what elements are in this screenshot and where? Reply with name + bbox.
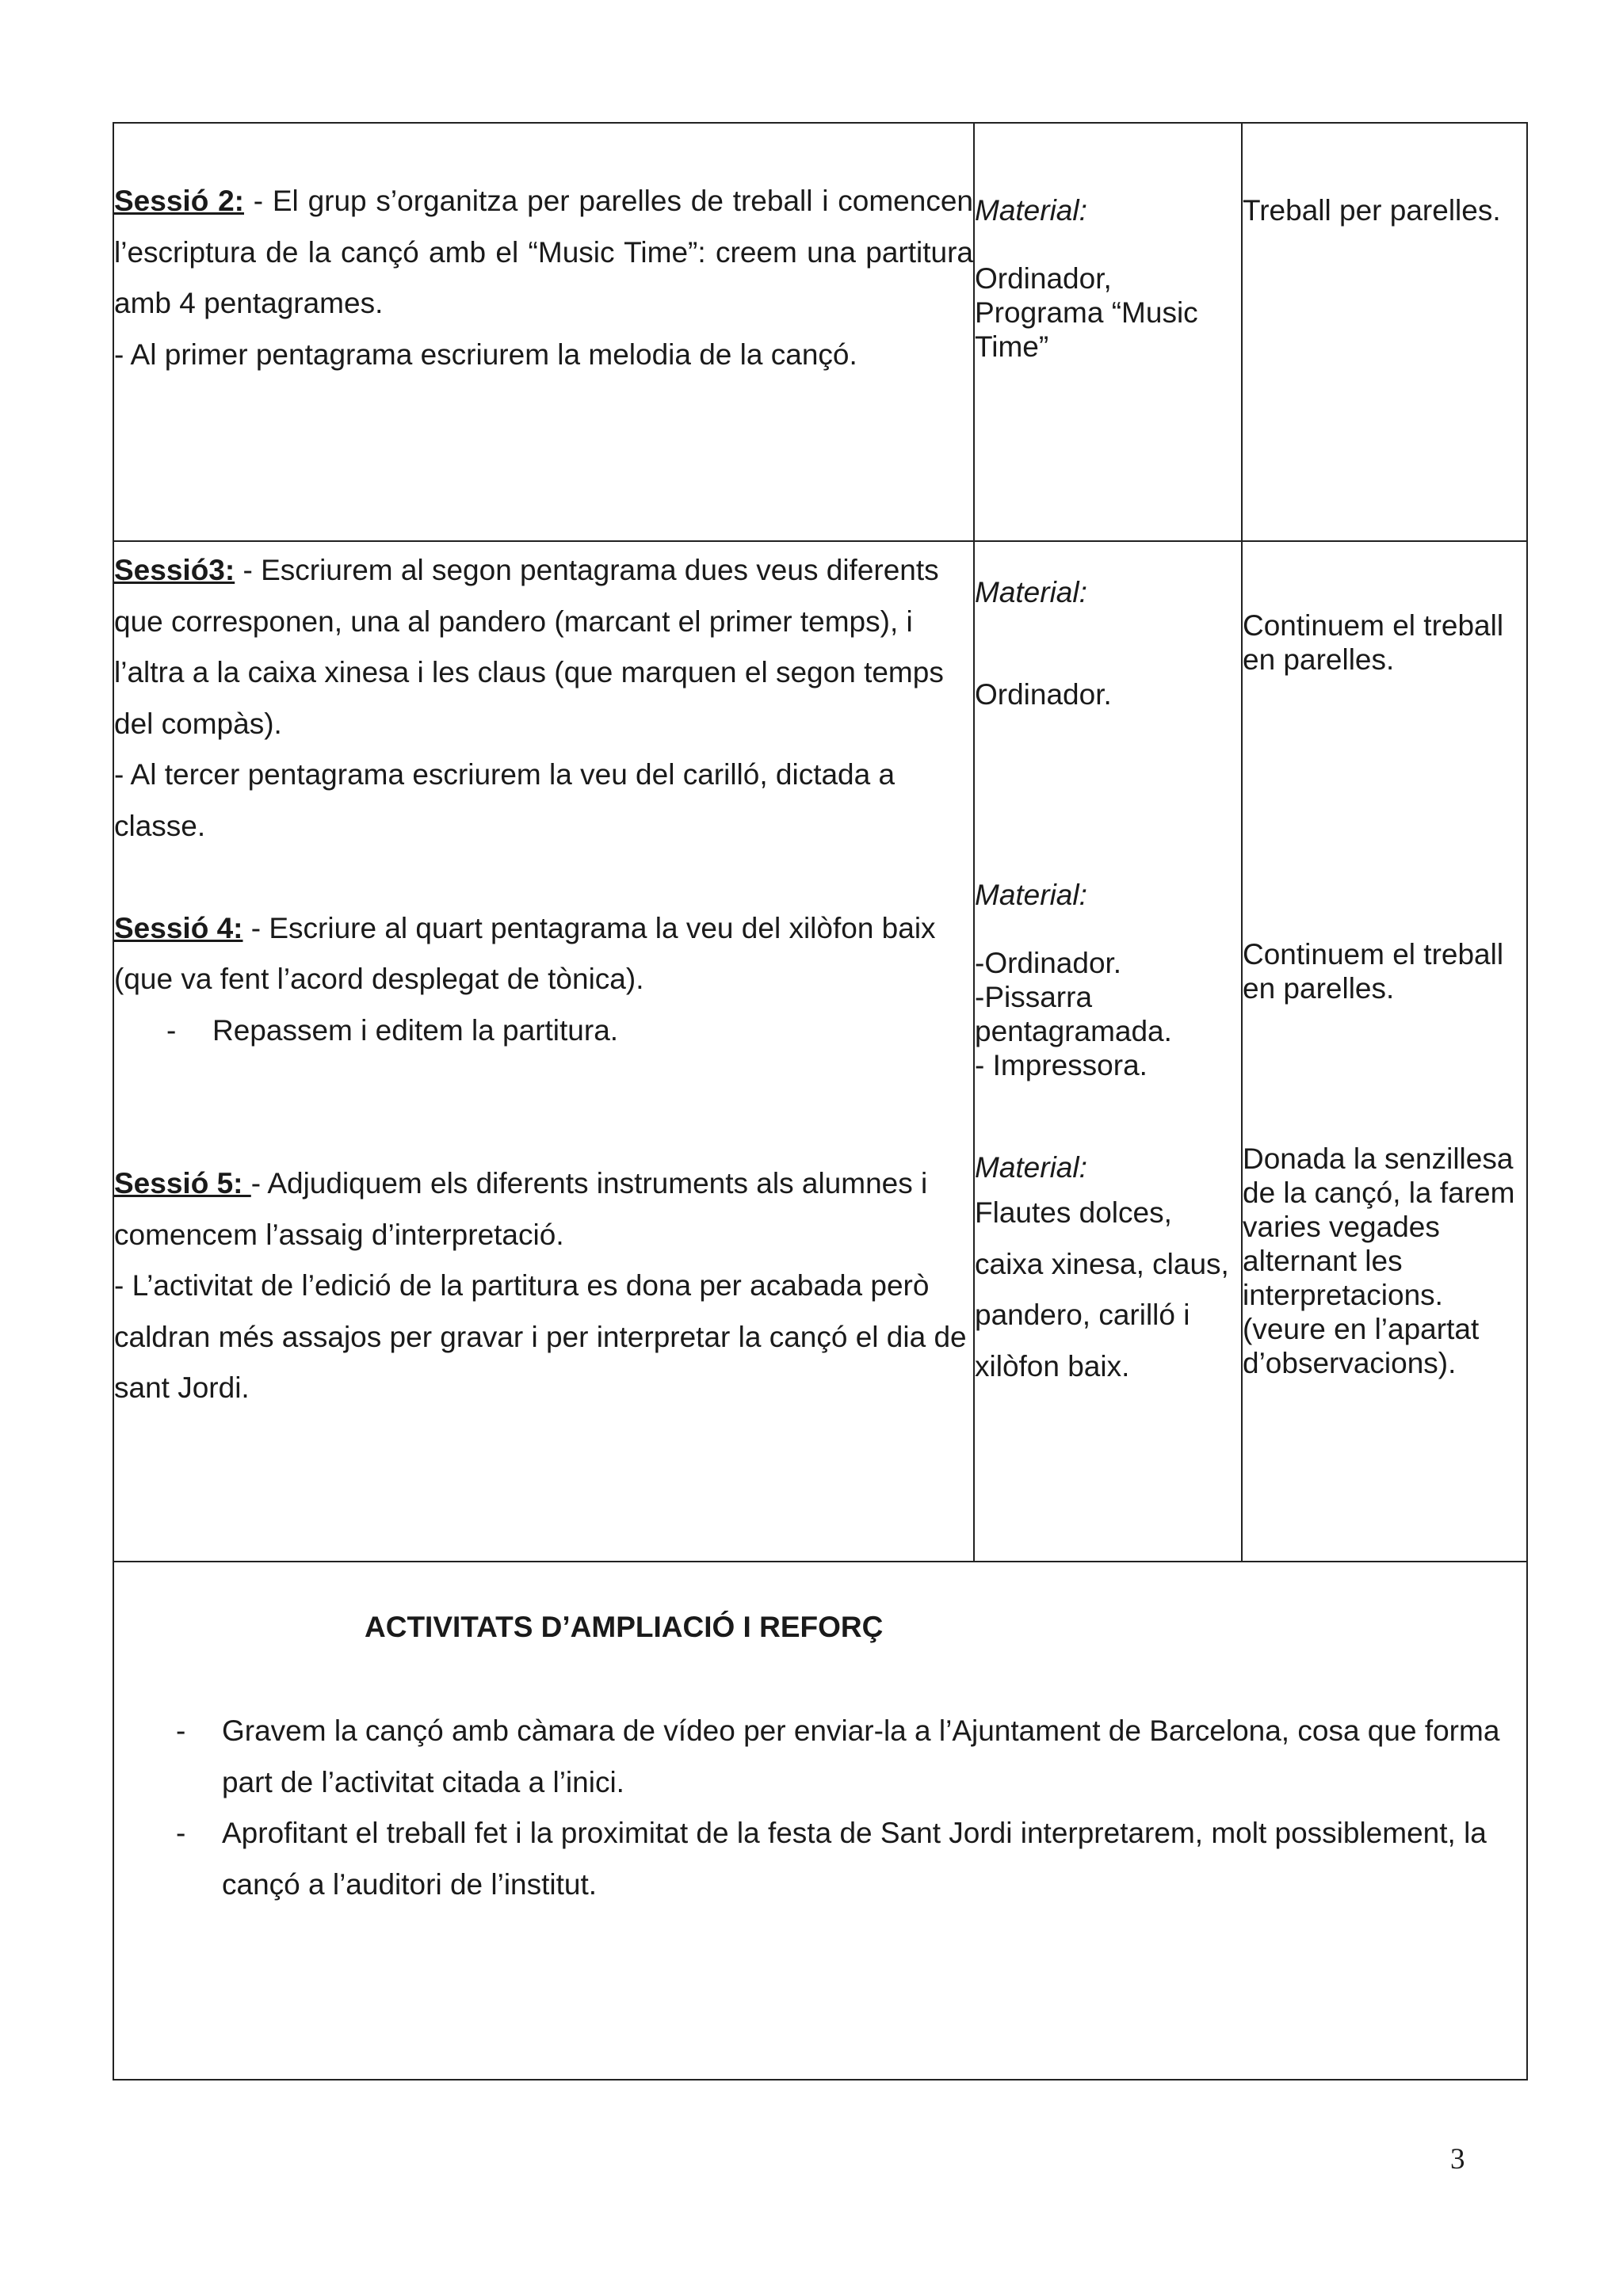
activity-item-1-dash: - <box>176 1714 186 1747</box>
sessions-3-5-organization-cell <box>1242 541 1527 1562</box>
page-number: 3 <box>1450 2143 1465 2176</box>
session-2-material-cell <box>974 123 1242 541</box>
session-3-material: Ordinador. <box>975 678 1112 711</box>
session-2-organization-cell <box>1242 123 1527 541</box>
activities-row <box>113 1562 1527 2080</box>
session-3-text: - Escriurem al segon pentagrama dues veus diferents que corresponen, una al pandero (marcant el primer temps), i l’altra a la caixa xinesa i les claus (que marquen el segon temps del compàs). <box>114 554 944 740</box>
sessions-3-5-material-cell <box>974 541 1242 1562</box>
session-2-material: Ordinador, Programa “Music Time” <box>975 262 1198 363</box>
session-4-material-label: Material: <box>975 879 1087 911</box>
session-2-text: - El grup s’organitza per parelles de treball i comencen l’escriptura de la cançó amb el “Music Time”: creem una partitura amb 4 pentagrames. <box>114 185 973 319</box>
session-4-text: - Escriure al quart pentagrama la veu del xilòfon baix (que va fent l’acord desplegat de tònica). <box>114 911 936 995</box>
activity-item-2-text: Aprofitant el treball fet i la proximitat de la festa de Sant Jordi interpretarem, molt possiblement, la cançó a l’auditori de l’institut. <box>222 1817 1487 1901</box>
activity-item-2-dash: - <box>176 1817 186 1849</box>
session-2-organization: Treball per parelles. <box>1243 194 1501 227</box>
activity-item-1-text: Gravem la cançó amb càmara de vídeo per enviar-la a l’Ajuntament de Barcelona, cosa que forma part de l’activitat citada a l’inici. <box>222 1714 1500 1798</box>
session-5-material: Flautes dolces, caixa xinesa, claus, pandero, carilló i xilòfon baix. <box>975 1196 1229 1383</box>
session-4-material-1: -Ordinador. <box>975 947 1122 979</box>
sessions-3-5-description <box>113 541 974 1562</box>
session-4-material-3: - Impressora. <box>975 1049 1148 1081</box>
session-3-organization: Continuem el treball en parelles. <box>1243 609 1504 676</box>
session-4-title: Sessió 4: <box>114 911 243 944</box>
session-5-organization: Donada la senzillesa de la cançó, la farem varies vegades alternant les interpretacions. (veure en l’apartat d’observacions). <box>1243 1142 1515 1379</box>
session-2-material-label: Material: <box>975 194 1087 227</box>
session-2-description <box>113 123 974 541</box>
session-3-title: Sessió3: <box>114 554 235 586</box>
sessions-3-5-row <box>113 541 1527 1562</box>
session-2-row <box>113 123 1527 541</box>
session-4-text-block <box>114 903 973 1005</box>
session-2-line2: - Al primer pentagrama escriurem la melodia de la cançó. <box>114 338 857 371</box>
session-4-organization: Continuem el treball en parelles. <box>1243 938 1504 1005</box>
lesson-plan-table <box>113 122 1528 2081</box>
session-5-line2: - L’activitat de l’edició de la partitura es dona per acabada però caldran més assajos per gravar i per interpretar la cançó el dia de sant Jordi. <box>114 1269 967 1404</box>
session-2-title: Sessió 2: <box>114 185 244 217</box>
session-4-line2: Repassem i editem la partitura. <box>212 1013 619 1047</box>
activity-item-2 <box>124 1808 1518 1910</box>
session-3-line2: - Al tercer pentagrama escriurem la veu del carilló, dictada a classe. <box>114 758 896 842</box>
session-5-text: - Adjudiquem els diferents instruments als alumnes i comencem l’assaig d’interpretació. <box>114 1167 928 1251</box>
session-4-bullet-dash: - <box>166 1013 177 1047</box>
session-2-text-block <box>114 176 973 330</box>
session-4-material-2: -Pissarra pentagramada. <box>975 981 1172 1047</box>
activities-title: ACTIVITATS D’AMPLIACIÓ I REFORÇ <box>365 1611 884 1643</box>
activities-cell <box>113 1562 1527 2080</box>
session-5-title: Sessió 5: <box>114 1167 251 1199</box>
session-4-bullet <box>114 1005 973 1057</box>
activity-item-1 <box>124 1706 1518 1808</box>
session-3-material-label: Material: <box>975 576 1087 608</box>
session-3-text-block <box>114 545 973 749</box>
session-5-material-label: Material: <box>975 1151 1087 1184</box>
session-5-text-block <box>114 1158 973 1261</box>
